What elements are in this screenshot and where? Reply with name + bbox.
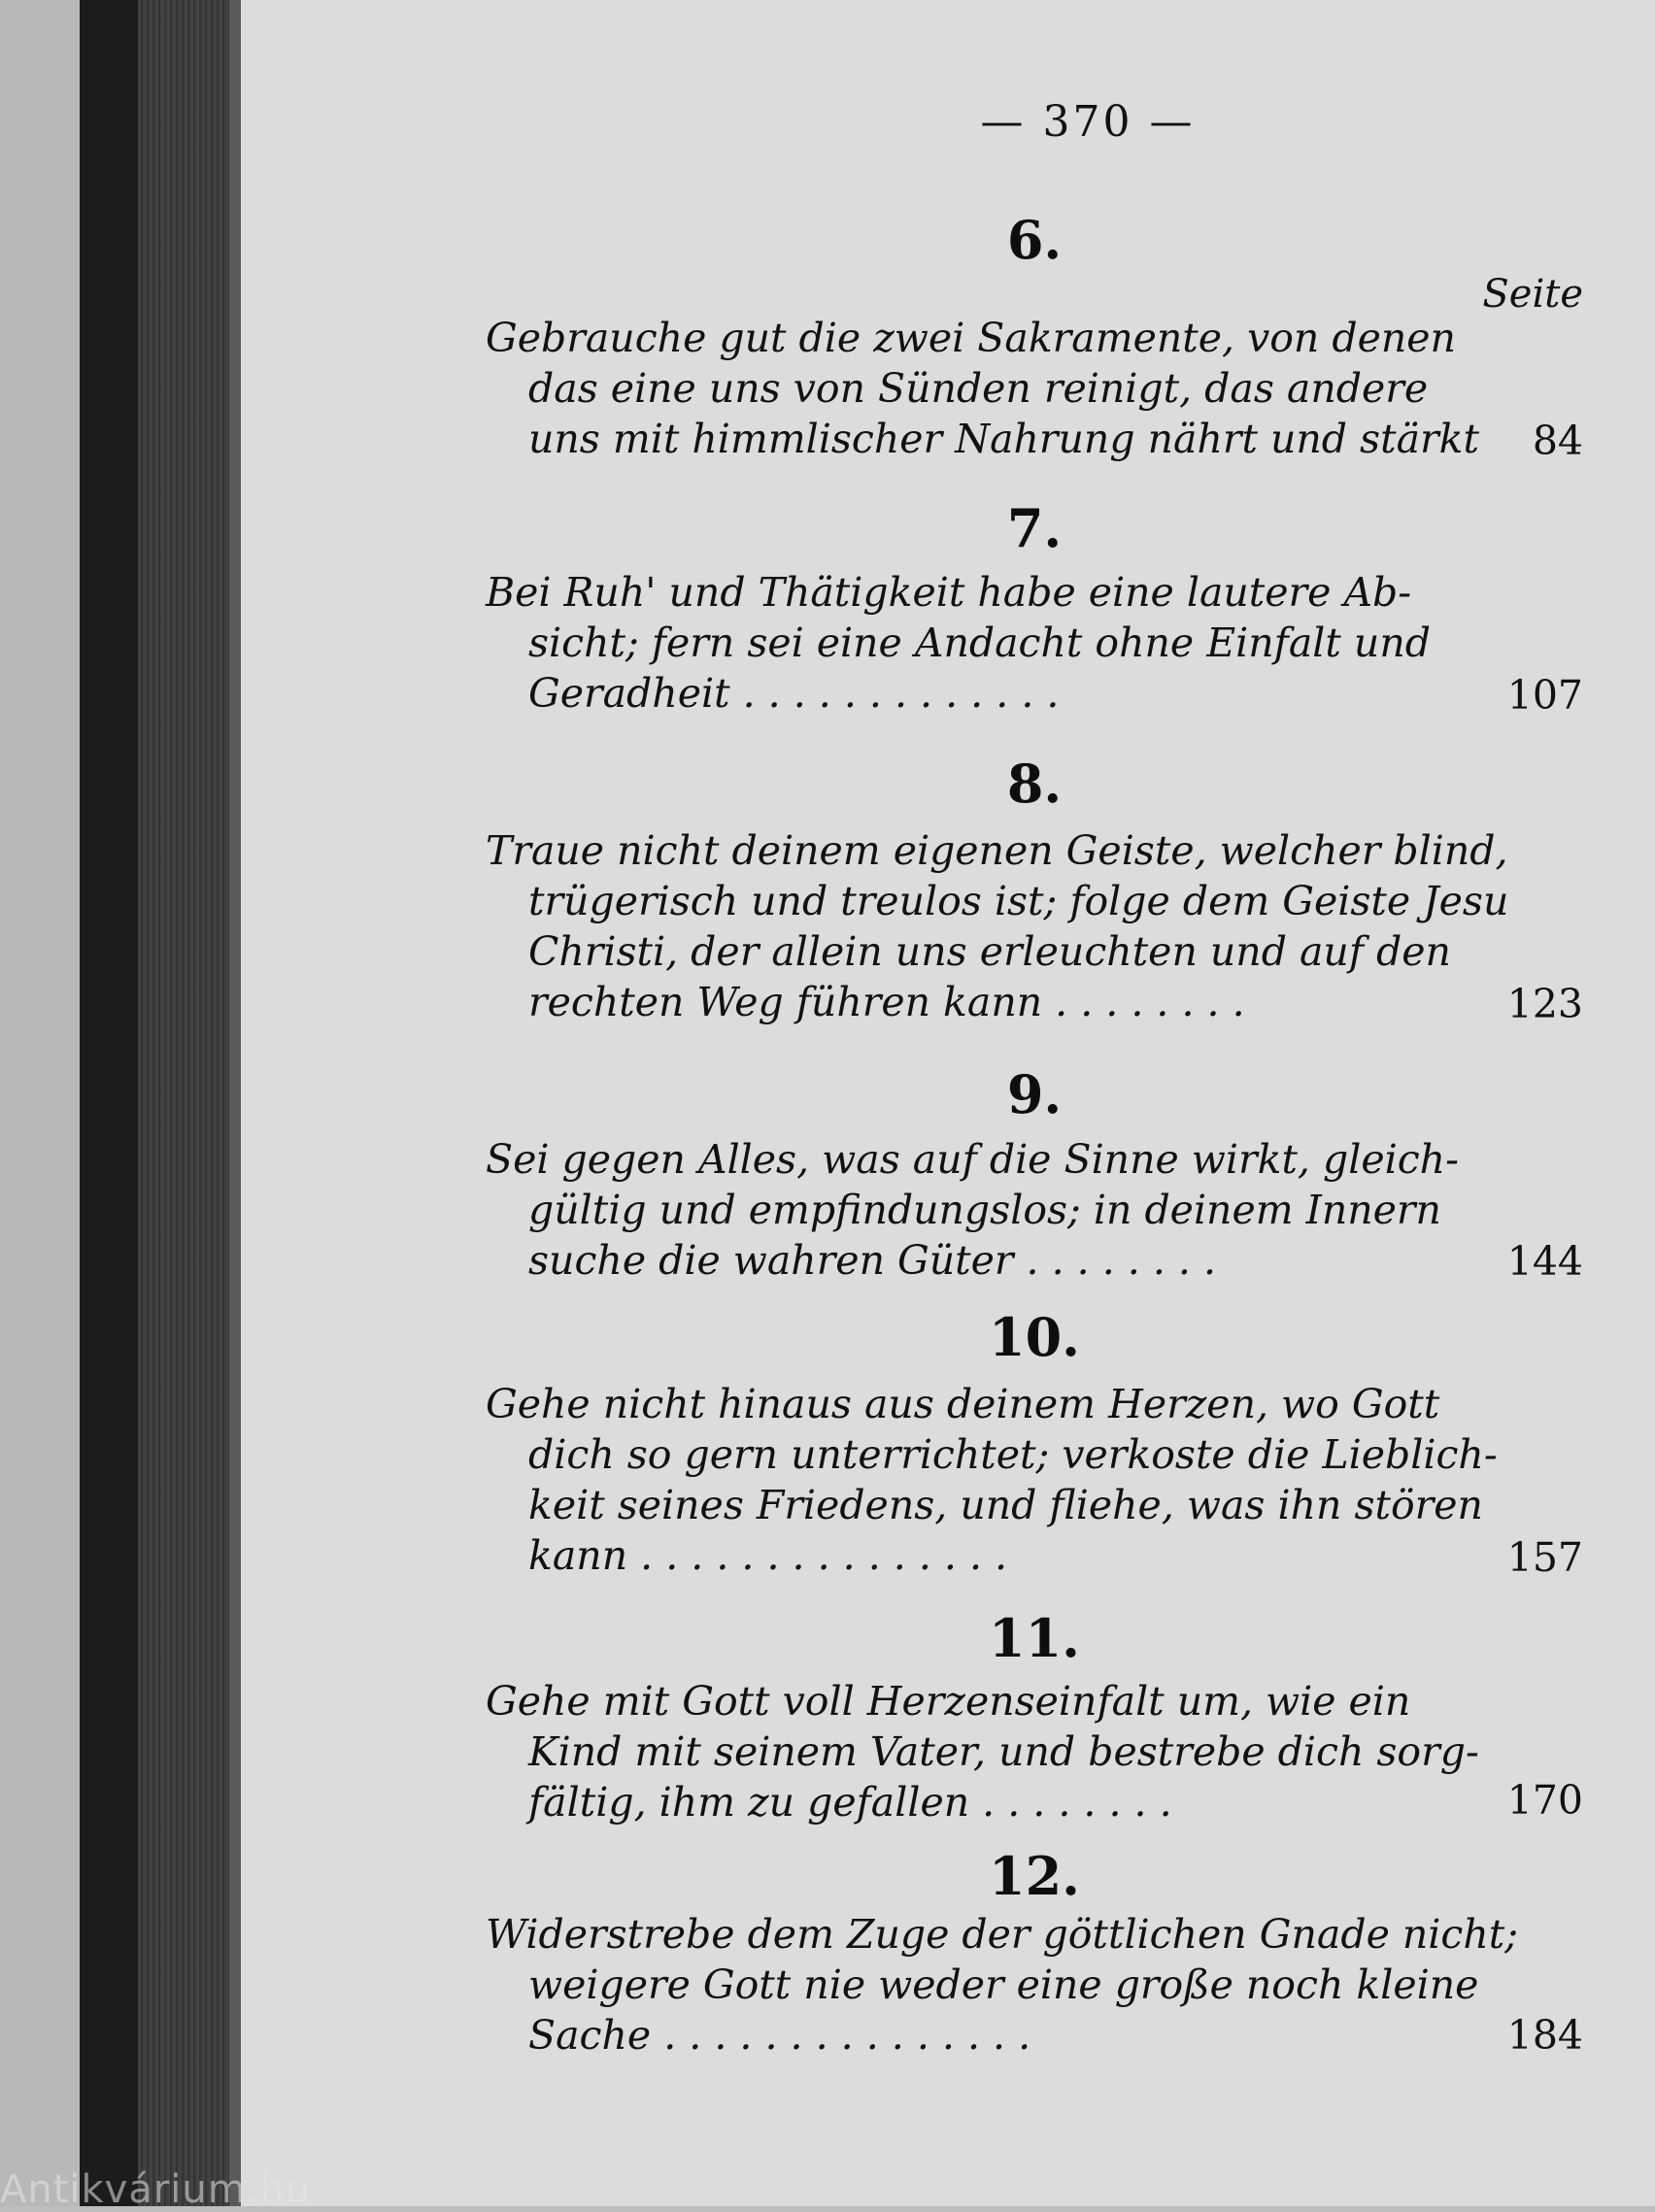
toc-entry-11 (486, 1676, 1486, 1827)
page-ref-11: 170 (1506, 1777, 1583, 1824)
entry-line: fältig, ihm zu gefallen . . . . . . . . (528, 1779, 1172, 1826)
page-ref-12: 184 (1506, 2012, 1583, 2059)
entry-line: trügerisch und treulos ist; folge dem Geiste Jesu (528, 878, 1509, 924)
entry-line: Widerstrebe dem Zuge der göttlichen Gnade nicht; (486, 1911, 1519, 1958)
toc-entry-9 (486, 1134, 1486, 1286)
entry-line: Gebrauche gut die zwei Sakramente, von denen (486, 315, 1456, 361)
section-number-11: 11. (989, 1607, 1080, 1669)
entry-line: kann . . . . . . . . . . . . . . . (528, 1532, 1008, 1579)
entry-line: gültig und empfindungslos; in deinem Innern (528, 1187, 1441, 1233)
page-ref-10: 157 (1506, 1534, 1583, 1581)
entry-line: sicht; fern sei eine Andacht ohne Einfalt und (528, 620, 1431, 666)
toc-entry-6 (486, 313, 1486, 464)
entry-line: weigere Gott nie weder eine große noch kleine (528, 1961, 1479, 2008)
entry-line: rechten Weg führen kann . . . . . . . . (528, 979, 1245, 1025)
entry-line: Gehe mit Gott voll Herzenseinfalt um, wie ein (486, 1678, 1411, 1725)
section-number-6: 6. (1006, 209, 1063, 271)
entry-line: Christi, der allein uns erleuchten und auf den (528, 928, 1451, 975)
page-ref-9: 144 (1506, 1238, 1583, 1285)
entry-line: Kind mit seinem Vater, und bestrebe dich sorg- (528, 1728, 1479, 1775)
entry-line: Sache . . . . . . . . . . . . . . . (528, 2012, 1031, 2059)
section-number-10: 10. (989, 1306, 1080, 1368)
section-number-8: 8. (1006, 753, 1063, 815)
watermark: Antikvárium.hu (0, 2167, 312, 2212)
entry-line: Traue nicht deinem eigenen Geiste, welcher blind, (486, 827, 1508, 874)
toc-entry-10 (486, 1379, 1498, 1581)
entry-line: uns mit himmlischer Nahrung nährt und stärkt (528, 416, 1479, 462)
entry-line: Bei Ruh' und Thätigkeit habe eine lautere Ab- (486, 569, 1412, 616)
section-number-12: 12. (989, 1845, 1080, 1907)
toc-entry-7 (486, 567, 1486, 719)
entry-line: suche die wahren Güter . . . . . . . . (528, 1237, 1217, 1284)
page-number: — 370 — (980, 97, 1196, 147)
toc-entry-12 (486, 1909, 1519, 2061)
entry-line: keit seines Friedens, und fliehe, was ihn stören (528, 1482, 1483, 1528)
section-number-7: 7. (1006, 497, 1063, 559)
section-number-9: 9. (1006, 1063, 1063, 1125)
page-ref-8: 123 (1506, 981, 1583, 1027)
entry-line: dich so gern unterrichtet; verkoste die Lieblich- (528, 1431, 1498, 1478)
entry-line: das eine uns von Sünden reinigt, das andere (528, 365, 1429, 412)
entry-line: Gehe nicht hinaus aus deinem Herzen, wo Gott (486, 1381, 1440, 1427)
page-ref-6: 84 (1532, 418, 1583, 464)
entry-line: Sei gegen Alles, was auf die Sinne wirkt, gleich- (486, 1136, 1459, 1183)
book-spine-shadow (80, 0, 138, 2206)
entry-line: Geradheit . . . . . . . . . . . . . (528, 670, 1060, 717)
page-ref-7: 107 (1506, 672, 1583, 719)
book-page-edges (138, 0, 235, 2206)
toc-entry-8 (486, 825, 1509, 1027)
seite-column-label: Seite (1482, 272, 1583, 317)
